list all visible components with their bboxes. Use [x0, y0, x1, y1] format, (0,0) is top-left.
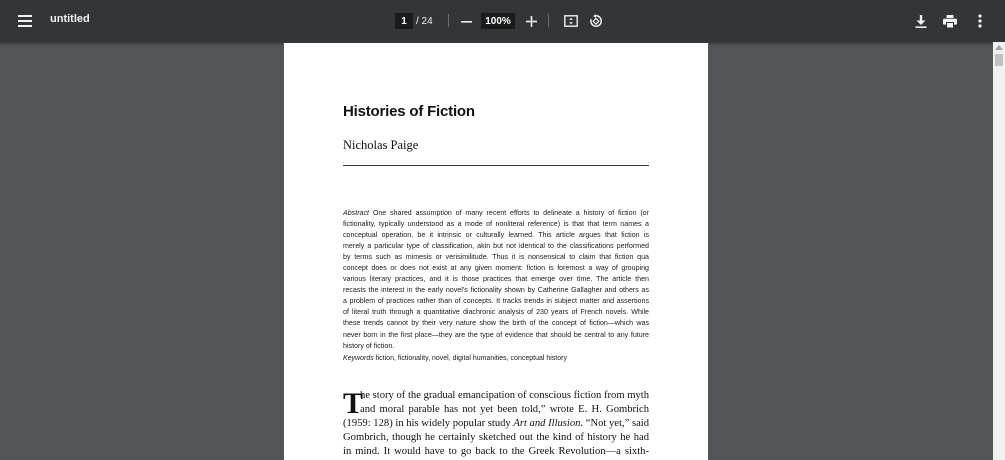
drop-cap: T: [343, 387, 364, 420]
toolbar-divider: [448, 14, 449, 27]
abstract-line: various literary practices, and it is those practices that emerge over time. The article then: [343, 275, 649, 284]
body-paragraph: [343, 389, 649, 459]
body-line: Gombrich, though he certainly sketched out the kind of history he had: [343, 432, 649, 444]
abstract-line: of literal truth through a quantitative diachronic analysis of 230 years of French novels. While: [343, 308, 649, 317]
abstract-line: a problem of practices rather than of concepts. It tracks trends in subject matter and assertions: [343, 297, 649, 306]
fit-page-icon: [564, 15, 578, 27]
keywords-list: fiction, fictionality, novel, digital humanities, conceptual history: [373, 355, 567, 362]
body-line: (1959: 128) in his widely popular study Art and Illusion. “Not yet,” said: [343, 418, 650, 430]
zoom-out-button[interactable]: [457, 11, 475, 31]
rotate-icon: [589, 14, 603, 28]
zoom-level-input[interactable]: 100%: [481, 13, 515, 29]
abstract-line: never born in the first place—they are the type of evidence that should be central to any future: [343, 330, 649, 339]
download-button[interactable]: [912, 11, 930, 31]
abstract-line: concept does or does not exist at any given moment: fiction is foremost a way of grouping: [343, 264, 649, 273]
pdf-page: [284, 43, 708, 460]
scroll-thumb[interactable]: [995, 54, 1003, 66]
page-number-input[interactable]: 1: [395, 13, 413, 29]
abstract-line: merely a particular type of classification, akin but not identical to the classifications performed: [343, 242, 649, 251]
body-line: and moral parable has not yet been told,” wrote E. H. Gombrich: [360, 404, 649, 416]
abstract-line: recasts the interest in the early novel’s fictionality shown by Catherine Gallagher and others as: [343, 286, 649, 295]
menu-icon: [18, 15, 32, 27]
more-actions-button[interactable]: [971, 11, 989, 31]
fit-page-button[interactable]: [562, 11, 580, 31]
abstract-line: by terms such as mimesis or verisimilitude. Thus it is nonsensical to claim that fiction qua: [343, 253, 649, 262]
body-line: he story of the gradual emancipation of conscious fiction from myth: [360, 390, 649, 401]
vertical-scrollbar[interactable]: [993, 42, 1005, 460]
abstract-line: these trends cannot by their very nature show the birth of the concept of fiction—which was: [343, 319, 649, 328]
download-icon: [915, 15, 927, 28]
abstract-block: [343, 208, 649, 352]
toolbar-divider: [548, 14, 549, 27]
rotate-button[interactable]: [587, 11, 605, 31]
pdf-toolbar: [0, 0, 1005, 42]
print-icon: [943, 15, 957, 28]
zoom-in-icon: [526, 16, 537, 27]
abstract-line: history of fiction.: [343, 341, 395, 350]
article-author: Nicholas Paige: [343, 138, 419, 152]
title-rule: [343, 165, 649, 166]
zoom-in-button[interactable]: [522, 11, 540, 31]
keywords-label: Keywords: [343, 355, 374, 362]
abstract-line: conceptual operation, be it intrinsic or culturally learned. This article argues that fiction is: [343, 231, 649, 240]
keywords-line: [343, 355, 567, 362]
print-button[interactable]: [941, 11, 959, 31]
abstract-line: fictionality, typically understood as a mode of nonliteral reference) is that that term names a: [343, 220, 649, 229]
scroll-up-arrow-icon[interactable]: [995, 45, 1003, 50]
zoom-out-icon: [461, 16, 472, 27]
abstract-line: Abstract One shared assumption of many recent efforts to delineate a history of fiction (or: [343, 209, 649, 217]
article-title: Histories of Fiction: [343, 103, 475, 120]
body-line: in mind. It would have to go back to the Greek Revolution—a sixth-: [343, 446, 649, 458]
more-vert-icon: [978, 14, 982, 28]
page-total: / 24: [416, 15, 433, 27]
menu-button[interactable]: [8, 8, 42, 34]
document-title: untitled: [50, 13, 90, 25]
abstract-label: Abstract: [343, 209, 370, 217]
